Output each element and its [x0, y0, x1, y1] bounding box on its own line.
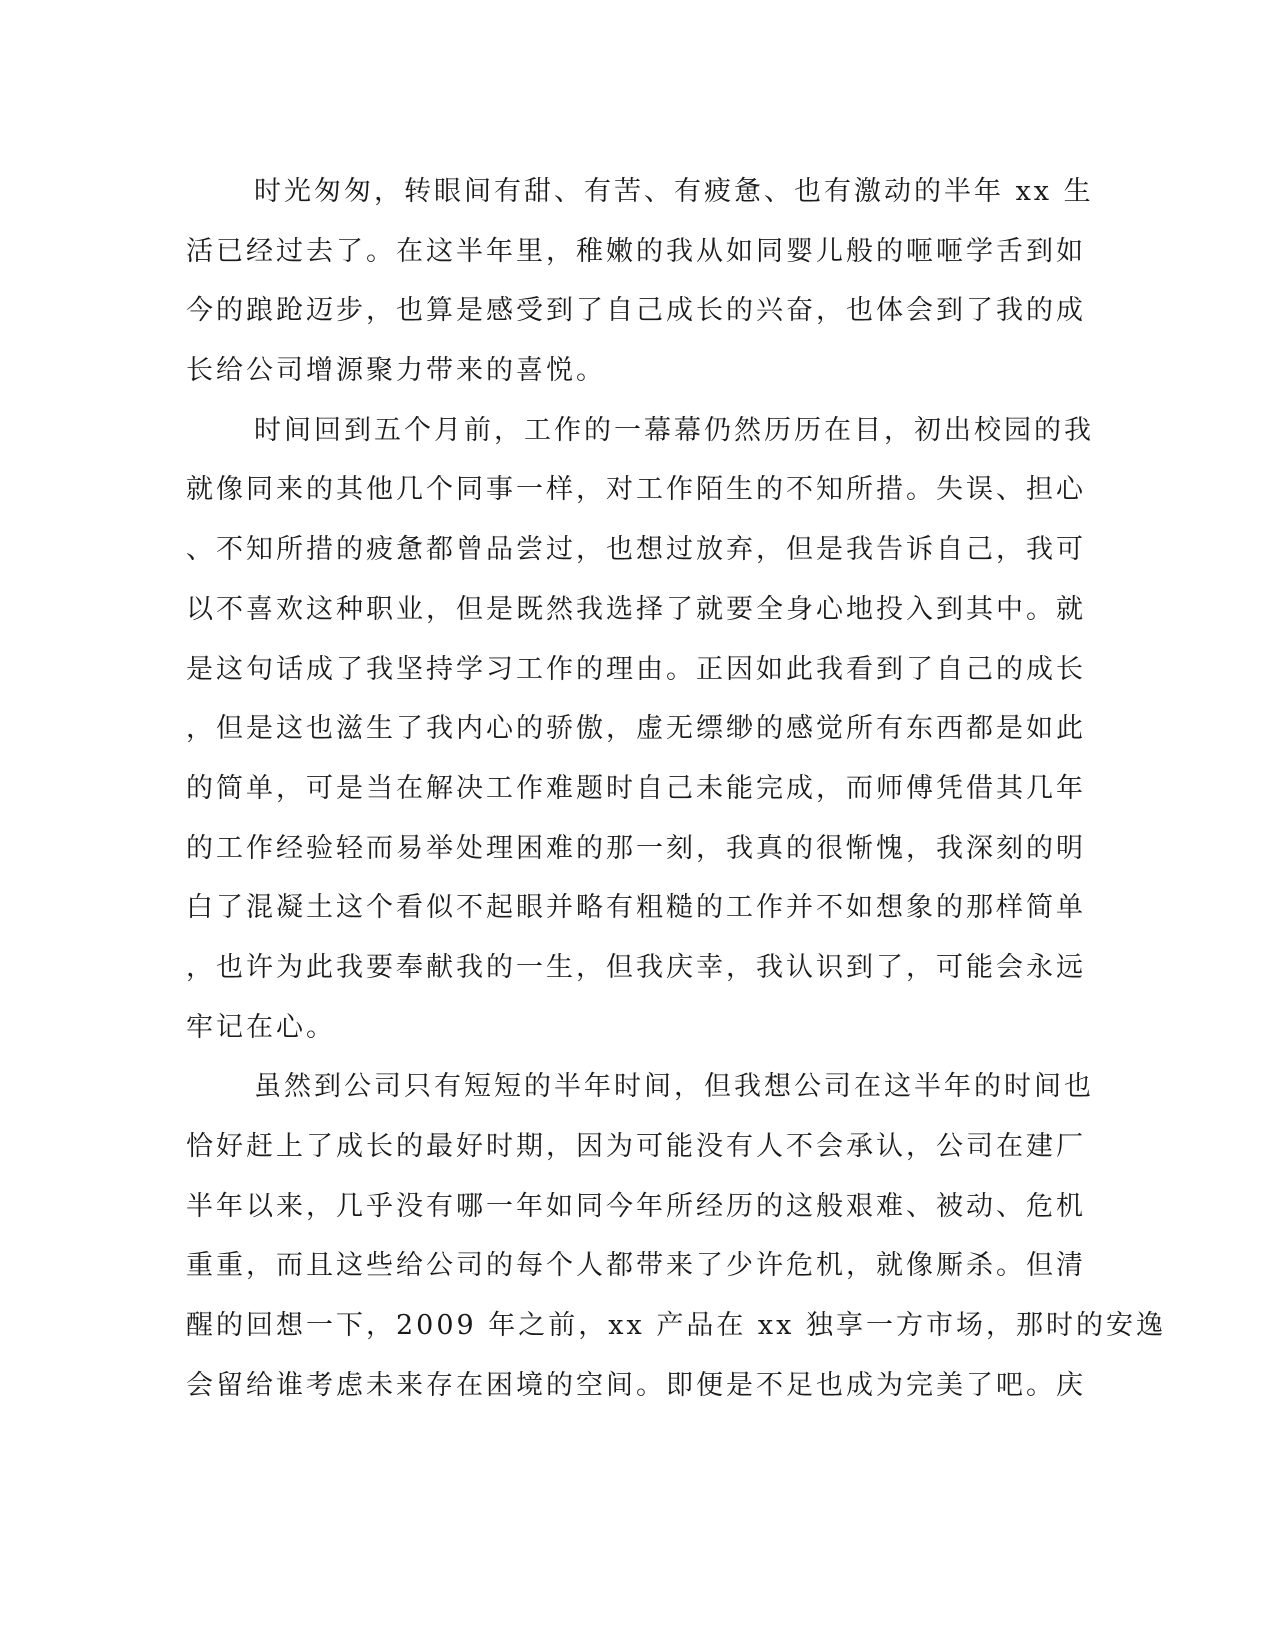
text-line: 就像同来的其他几个同事一样，对工作陌生的不知所措。失误、担心	[186, 474, 1086, 506]
text-line: 会留给谁考虑未来存在困境的空间。即便是不足也成为完美了吧。庆	[186, 1369, 1086, 1401]
text-line: 醒的回想一下，2009 年之前，xx 产品在 xx 独享一方市场，那时的安逸	[186, 1310, 1166, 1342]
text-line: 、不知所措的疲惫都曾品尝过，也想过放弃，但是我告诉自己，我可	[186, 534, 1086, 566]
text-line: 以不喜欢这种职业，但是既然我选择了就要全身心地投入到其中。就	[186, 593, 1086, 625]
text-line: 白了混凝土这个看似不起眼并略有粗糙的工作并不如想象的那样简单	[186, 892, 1086, 924]
text-line: ，也许为此我要奉献我的一生，但我庆幸，我认识到了，可能会永远	[186, 951, 1086, 983]
text-line: 时间回到五个月前，工作的一幕幕仍然历历在目，初出校园的我	[254, 414, 1094, 446]
body-text	[186, 162, 1166, 1415]
text-line: 长给公司增源聚力带来的喜悦。	[186, 355, 606, 387]
text-line: 活已经过去了。在这半年里，稚嫩的我从如同婴儿般的咂咂学舌到如	[186, 235, 1086, 267]
text-line: 的简单，可是当在解决工作难题时自己未能完成，而师傅凭借其几年	[186, 772, 1086, 804]
text-line: 重重，而且这些给公司的每个人都带来了少许危机，就像厮杀。但清	[186, 1250, 1086, 1282]
text-line: 虽然到公司只有短短的半年时间，但我想公司在这半年的时间也	[254, 1071, 1094, 1103]
text-line: 牢记在心。	[186, 1011, 336, 1043]
paragraph-2	[186, 401, 1094, 1058]
text-line: ，但是这也滋生了我内心的骄傲，虚无缥缈的感觉所有东西都是如此	[186, 713, 1086, 745]
paragraph-3	[186, 1057, 1166, 1415]
text-line: 时光匆匆，转眼间有甜、有苦、有疲惫、也有激动的半年 xx 生	[254, 176, 1094, 207]
text-line: 是这句话成了我坚持学习工作的理由。正因如此我看到了自己的成长	[186, 653, 1086, 685]
text-line: 半年以来，几乎没有哪一年如同今年所经历的这般艰难、被动、危机	[186, 1190, 1086, 1222]
text-line: 恰好赶上了成长的最好时期，因为可能没有人不会承认，公司在建厂	[186, 1131, 1086, 1162]
paragraph-1	[186, 162, 1094, 401]
text-line: 的工作经验轻而易举处理困难的那一刻，我真的很惭愧，我深刻的明	[186, 832, 1086, 864]
text-line: 今的踉跄迈步，也算是感受到了自己成长的兴奋，也体会到了我的成	[186, 295, 1086, 327]
